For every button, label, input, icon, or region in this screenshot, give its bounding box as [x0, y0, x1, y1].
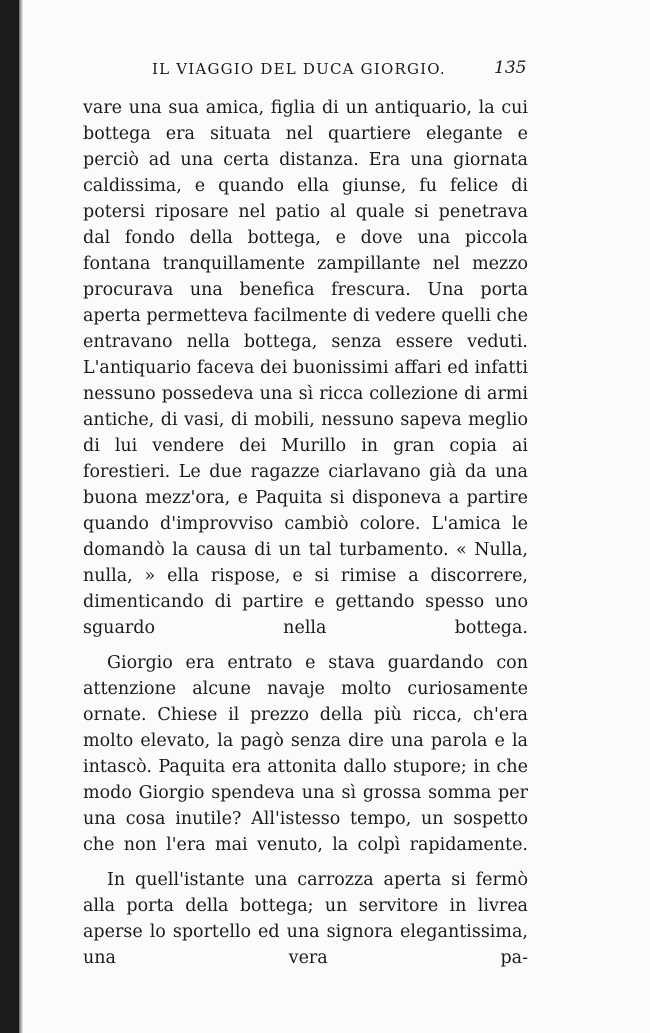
- paragraph-2: Giorgio era entrato e stava guardando con attenzione alcune navaje molto curiosamente ornate. Chiese il prezzo della più ricca, ch'era molto elevato, la pagò senza dire una parola e la intascò. Paquita era attonita dallo stupore; in che modo Giorgio spendeva una sì grossa somma per una cosa inutile? All'istesso tempo, un sospetto che non l'era mai venuto, la colpì rapidamente.: [83, 653, 528, 855]
- body-text: [83, 95, 528, 971]
- page-number: 135: [494, 58, 527, 78]
- paragraph-3: In quell'istante una carrozza aperta si fermò alla porta della bottega; un servitore in livrea aperse lo sportello ed una signora elegantissima, una vera pa-: [83, 870, 528, 968]
- book-spine-shadow: [0, 0, 19, 1033]
- running-header: IL VIAGGIO DEL DUCA GIORGIO.: [152, 60, 446, 78]
- paragraph-1: vare una sua amica, figlia di un antiquario, la cui bottega era situata nel quartiere elegante e perciò ad una certa distanza. Era una giornata caldissima, e quando ella giunse, fu felice di potersi riposare nel patio al quale si penetrava dal fondo della bottega, e dove una piccola fontana tranquillamente zampillante nel mezzo procurava una benefica frescura. Una porta aperta permetteva facilmente di vedere quelli che entravano nella bottega, senza essere veduti. L'antiquario faceva dei buonissimi affari ed infatti nessuno possedeva una sì ricca collezione di armi antiche, di vasi, di mobili, nessuno sapeva meglio di lui vendere dei Murillo in gran copia ai forestieri. Le due ragazze ciarlavano già da una buona mezz'ora, e Paquita si disponeva a partire quando d'improvviso cambiò colore. L'amica le domandò la causa di un tal turbamento. « Nulla, nulla, » ella rispose, e si rimise a discorrere, dimenticando di partire e gettando spesso uno sguardo nella bottega.: [83, 98, 528, 638]
